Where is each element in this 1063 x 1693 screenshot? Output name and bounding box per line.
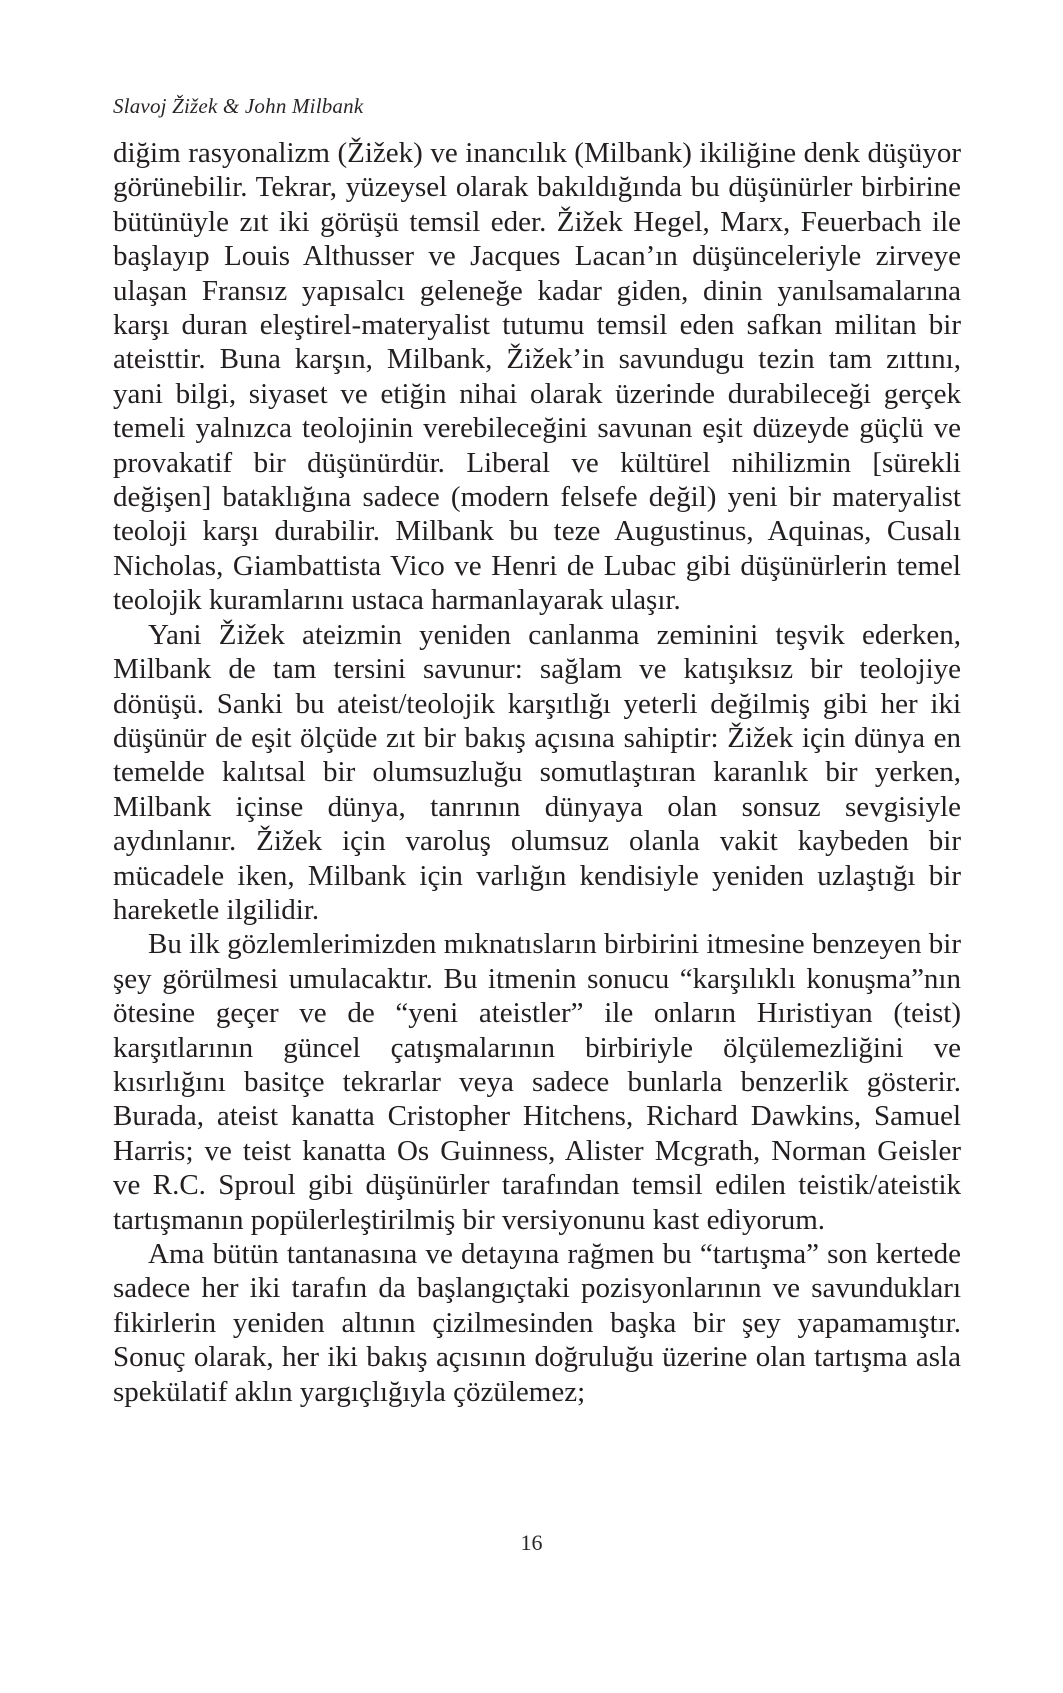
body-text bbox=[113, 136, 961, 1409]
paragraph: Bu ilk gözlemlerimizden mıknatısların birbirini itmesine benzeyen bir şey görülmesi umulacaktır. Bu itmenin sonucu “karşılıklı konuşma”nın ötesine geçer ve de “yeni ateistler” ile onların Hıristiyan (teist) karşıtlarının güncel çatışmalarının birbiriyle ölçülemezliğini ve kısırlığını basitçe tekrarlar veya sadece bunlarla benzerlik gösterir. Burada, ateist kanatta Cristopher Hitchens, Richard Dawkins, Samuel Harris; ve teist kanatta Os Guinness, Alister Mcgrath, Norman Geisler ve R.C. Sproul gibi düşünürler tarafından temsil edilen teistik/ateistik tartışmanın popülerleştirilmiş bir versiyonunu kast ediyorum. bbox=[113, 928, 961, 1236]
paragraph: Yani Žižek ateizmin yeniden canlanma zeminini teşvik ederken, Milbank de tam tersini savunur: sağlam ve katışıksız bir teolojiye dönüşü. Sanki bu ateist/teolojik karşıtlığı yeterli değilmiş gibi her iki düşünür de eşit ölçüde zıt bir bakış açısına sahiptir: Žižek için dünya en temelde kalıtsal bir olumsuzluğu somutlaştıran karanlık bir yerken, Milbank içinse dünya, tanrının dünyaya olan sonsuz sevgisiyle aydınlanır. Žižek için varoluş olumsuz olanla vakit kaybeden bir mücadele iken, Milbank için varlığın kendisiyle yeniden uzlaştığı bir hareketle ilgilidir. bbox=[113, 618, 961, 926]
paragraph: Ama bütün tantanasına ve detayına rağmen bu “tartışma” son kertede sadece her iki tarafın da başlangıçtaki pozisyonlarının ve savundukları fikirlerin yeniden altının çizilmesinden başka bir şey yapamamıştır. Sonuç olarak, her iki bakış açısının doğruluğu üzerine olan tartışma asla spekülatif aklın yargıçlığıyla çözülemez; bbox=[113, 1238, 961, 1408]
paragraph-continued: diğim rasyonalizm (Žižek) ve inancılık (Milbank) ikiliğine denk düşüyor görünebilir. Tekrar, yüzeysel olarak bakıldığında bu düşünürler birbirine bütünüyle zıt iki görüşü temsil eder. Žižek Hegel, Marx, Feuerbach ile başlayıp Louis Althusser ve Jacques Lacan’ın düşünceleriyle zirveye ulaşan Fransız yapısalcı geleneğe kadar giden, dinin yanılsamalarına karşı duran eleştirel-materyalist tutumu temsil eden safkan militan bir ateisttir. Buna karşın, Milbank, Žižek’in savundugu tezin tam zıttını, yani bilgi, siyaset ve etiğin nihai olarak üzerinde durabileceği gerçek temeli yalnızca teolojinin verebileceğini savunan eşit düzeyde güçlü ve provakatif bir düşünürdür. Liberal ve kültürel nihilizmin [sürekli değişen] bataklığına sadece (modern felsefe değil) yeni bir materyalist teoloji karşı durabilir. Milbank bu teze Augustinus, Aquinas, Cusalı Nicholas, Giambattista Vico ve Henri de Lubac gibi düşünürlerin temel teolojik kuramlarını ustaca harmanlayarak ulaşır. bbox=[113, 137, 961, 617]
running-head-title: Slavoj Žižek & John Milbank bbox=[113, 94, 364, 118]
page-number: 16 bbox=[520, 1530, 543, 1555]
